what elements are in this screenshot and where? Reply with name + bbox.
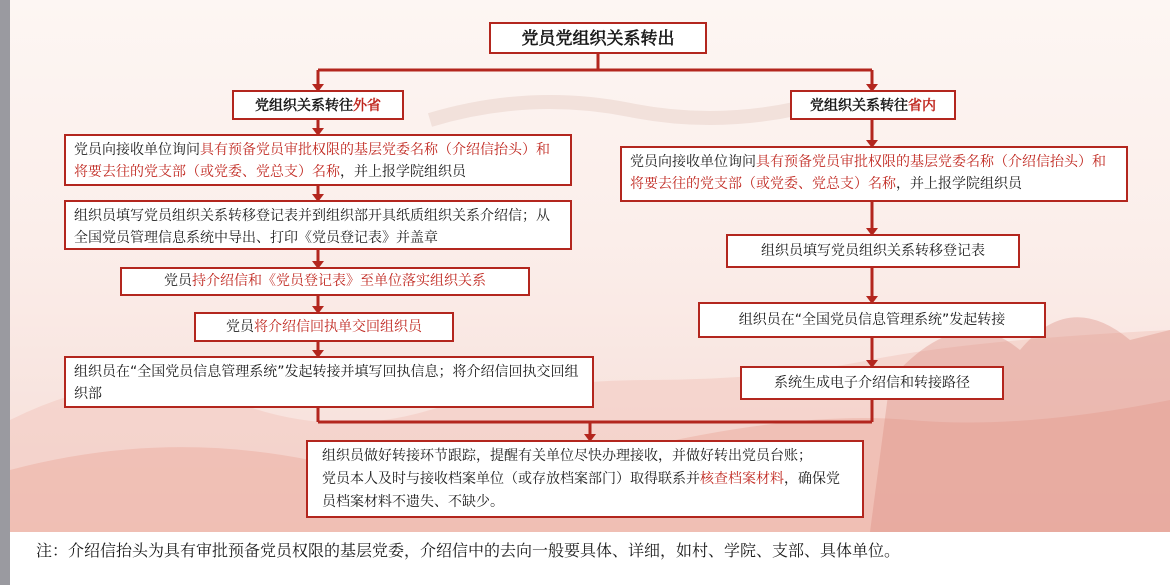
left-step5-box xyxy=(64,356,594,408)
left-step5-text: 组织员在“全国党员信息管理系统”发起转接并填写回执信息；将介绍信回执交回组织部 xyxy=(74,364,579,402)
right-step1-highlight: 具有预备党员审批权限的基层党委名称（介绍信抬头）和将要去往的党支部（或党委、党总支）名称 xyxy=(630,154,1106,192)
left-step3-text-a: 党员 xyxy=(164,273,192,289)
right-step4-box xyxy=(740,366,1004,400)
right-step1-box xyxy=(620,146,1128,202)
title-box xyxy=(489,22,707,54)
left-step4-highlight: 将介绍信回执单交回组织员 xyxy=(254,319,422,335)
left-step1-box xyxy=(64,134,572,186)
final-line1: 组织员做好转接环节跟踪，提醒有关单位尽快办理接收，并做好转出党员台账； xyxy=(322,448,812,464)
title-text: 党员党组织关系转出 xyxy=(521,29,675,49)
left-step1-text-c: ，并上报学院组织员 xyxy=(340,164,466,180)
flowchart-stage xyxy=(10,0,1170,532)
final-step-box xyxy=(306,440,864,518)
right-header-text: 党组织关系转往 xyxy=(810,98,908,114)
right-step1-text-c: ，并上报学院组织员 xyxy=(896,176,1022,192)
footnote: 注：介绍信抬头为具有审批预备党员权限的基层党委，介绍信中的去向一般要具体、详细，如村、学院、支部、具体单位。 xyxy=(36,541,901,560)
left-step1-highlight: 具有预备党员审批权限的基层党委名称（介绍信抬头）和将要去往的党支部（或党委、党总支）名称 xyxy=(74,142,550,180)
right-step3-text: 组织员在“全国党员信息管理系统”发起转接 xyxy=(738,312,1006,328)
right-header-box xyxy=(790,90,956,120)
right-step2-text: 组织员填写党员组织关系转移登记表 xyxy=(761,243,985,259)
left-step4-box xyxy=(194,312,454,342)
left-step3-highlight: 持介绍信和《党员登记表》至单位落实组织关系 xyxy=(192,273,486,289)
left-step1-text-a: 党员向接收单位询问 xyxy=(74,142,200,158)
right-step2-box xyxy=(726,234,1020,268)
right-step3-box xyxy=(698,302,1046,338)
left-step2-text: 组织员填写党员组织关系转移登记表并到组织部开具纸质组织关系介绍信；从全国党员管理信息系统中导出、打印《党员登记表》并盖章 xyxy=(74,208,550,246)
right-header-highlight: 省内 xyxy=(908,98,936,114)
left-header-box xyxy=(232,90,404,120)
left-header-highlight: 外省 xyxy=(353,98,381,114)
left-step4-text-a: 党员 xyxy=(226,319,254,335)
right-step4-text: 系统生成电子介绍信和转接路径 xyxy=(774,375,970,391)
right-step1-text-a: 党员向接收单位询问 xyxy=(630,154,756,170)
left-step3-box xyxy=(120,267,530,296)
final-line2 xyxy=(322,468,848,514)
final-line2-highlight: 核查档案材料 xyxy=(700,471,784,487)
left-step2-box xyxy=(64,200,572,250)
final-line2-text-a: 党员本人及时与接收档案单位（或存放档案部门）取得联系并 xyxy=(322,471,700,487)
final-line2-text-c: ，确保党员档案材料不遗失、不缺少。 xyxy=(322,471,840,510)
left-rail xyxy=(0,0,10,585)
left-header-text: 党组织关系转往 xyxy=(255,98,353,114)
